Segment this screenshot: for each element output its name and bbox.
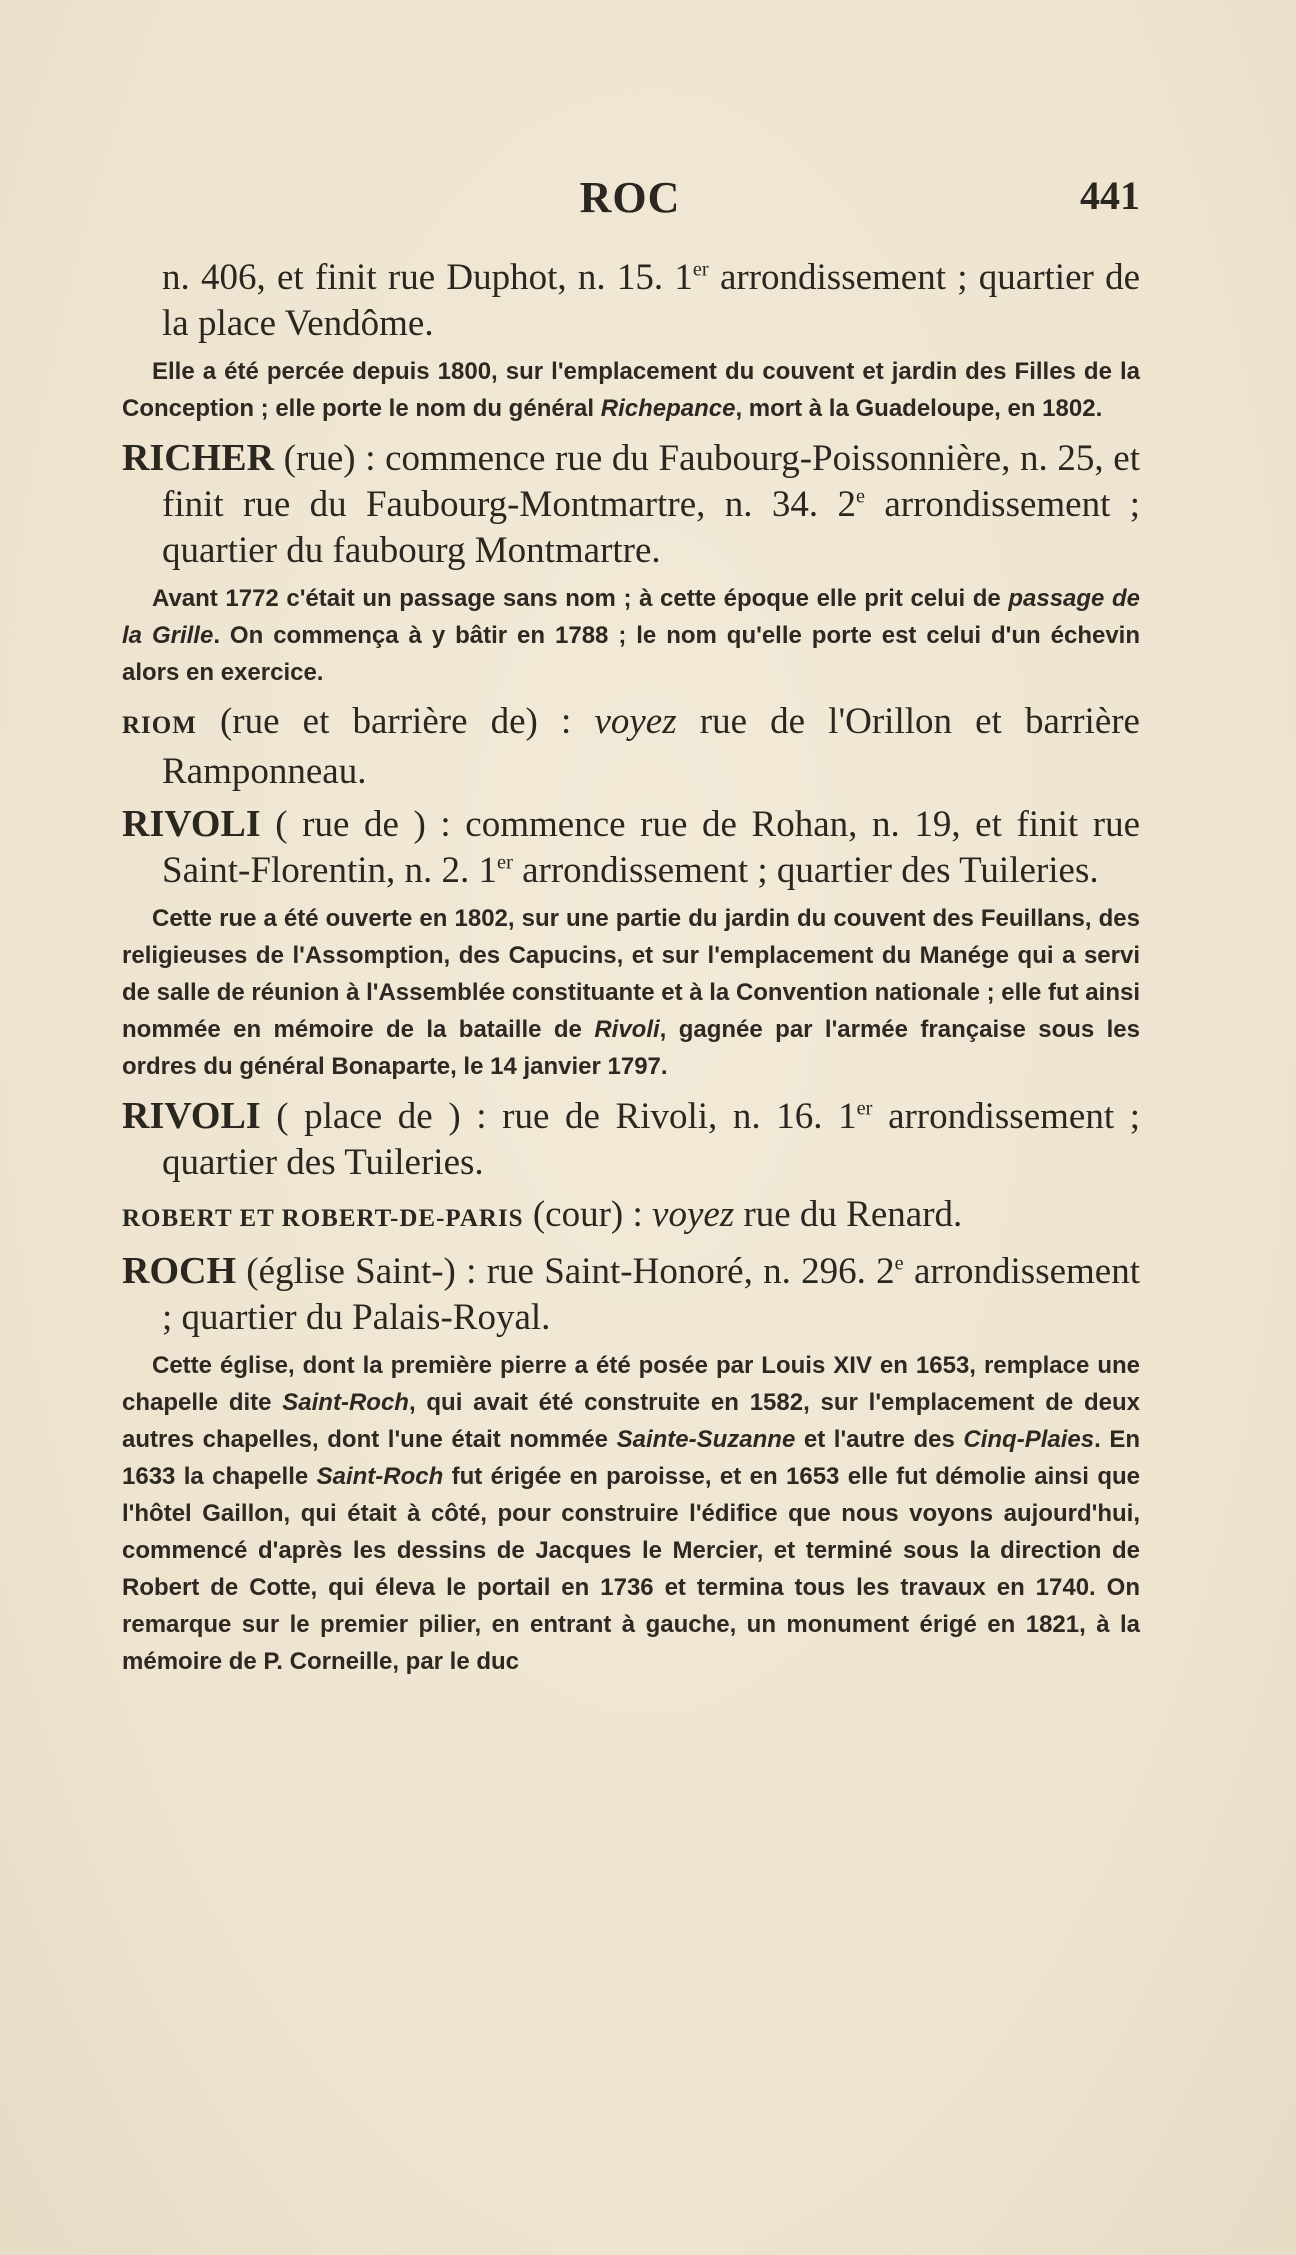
ordinal-suffix: er	[497, 851, 513, 874]
entry-text: arrondissement ; quartier de la place Vendôme.	[162, 257, 1141, 344]
note-italic: passage de la Grille	[122, 585, 1141, 649]
note-italic: Saint-Roch	[282, 1389, 409, 1416]
note-text: et l'autre des	[795, 1426, 964, 1453]
entry-note	[122, 1347, 1140, 1680]
note-text: . On commença à y bâtir en 1788 ; le nom qu'elle porte est celui d'un échevin alors en exercice.	[122, 622, 1140, 686]
entry-text: arrondissement ; quartier du faubourg Montmartre.	[162, 484, 1141, 571]
entry-headword: ROBERT ET ROBERT-DE-PARIS	[122, 1205, 524, 1232]
entry-text: rue du Renard.	[734, 1194, 963, 1235]
entry-headword: RICHER	[122, 437, 275, 479]
ordinal-suffix: e	[855, 485, 865, 508]
entry-text: arrondissement ; quartier du Palais-Royal.	[162, 1251, 1140, 1338]
entry-continuation	[122, 255, 1140, 347]
note-text: Cette rue a été ouverte en 1802, sur une partie du jardin du couvent des Feuillans, des religieuses de l'Assomption, des Capucins, et sur l'emplacement du Manége qui a servi de salle de réunion à l'Assemblée constituante et à la Convention nationale ; elle fut ainsi nommée en mémoire de la bataille de	[122, 905, 1140, 1043]
note-text: Cette église, dont la première pierre a été posée par Louis XIV en 1653, remplace une chapelle dite	[122, 1352, 1140, 1416]
note-text: fut érigée en paroisse, et en 1653 elle fut démolie ainsi que l'hôtel Gaillon, qui était à côté, pour construire l'édifice que nous voyons aujourd'hui, commencé d'après les dessins de Jacques le Mercier, et terminé sous la direction de Robert de Cotte, qui éleva le portail en 1736 et termina tous les travaux en 1740. On remarque sur le premier pilier, en entrant à gauche, un monument érigé en 1821, à la mémoire de P. Corneille, par le duc	[122, 1463, 1140, 1675]
entry-italic: voyez	[652, 1194, 735, 1235]
entry-text: arrondissement ; quartier des Tuileries.	[512, 850, 1099, 891]
entry-headword: RIVOLI	[122, 1095, 261, 1137]
note-italic: Richepance	[600, 395, 736, 422]
entry-text: (cour) :	[523, 1194, 653, 1235]
entry-note	[122, 580, 1140, 691]
entry-rivoli-place	[122, 1093, 1140, 1186]
entry-text: ( rue de ) : commence rue de Rohan, n. 19, et finit rue Saint-Florentin, n. 2. 1	[162, 804, 1140, 891]
note-italic: Saint-Roch	[316, 1463, 444, 1490]
note-text: Elle a été percée depuis 1800, sur l'emplacement du couvent et jardin des Filles de la Conception ; elle porte le nom du général	[122, 358, 1140, 422]
entry-headword: ROCH	[122, 1250, 236, 1292]
note-italic: Cinq-Plaies	[963, 1426, 1095, 1453]
entry-text: (église Saint-) : rue Saint-Honoré, n. 296. 2	[236, 1251, 895, 1292]
note-text: . En 1633 la chapelle	[122, 1426, 1140, 1490]
entry-italic: voyez	[594, 701, 677, 742]
entry-text: rue de l'Orillon et barrière Ramponneau.	[162, 701, 1140, 792]
entry-robert	[122, 1192, 1140, 1242]
entry-note	[122, 900, 1140, 1085]
page-number: 441	[1080, 173, 1140, 218]
page-content	[122, 255, 1140, 1688]
entry-headword: RIOM	[122, 712, 197, 739]
note-text: Avant 1772 c'était un passage sans nom ; à cette époque elle prit celui de	[152, 585, 1009, 612]
note-text: , mort à la Guadeloupe, en 1802.	[735, 395, 1103, 422]
ordinal-suffix: er	[856, 1097, 873, 1120]
entry-text: (rue) : commence rue du Faubourg-Poissonnière, n. 25, et finit rue du Faubourg-Montmartre, n. 34. 2	[162, 438, 1140, 525]
entry-rivoli-rue	[122, 801, 1140, 894]
entry-headword: RIVOLI	[122, 803, 261, 845]
note-text: , gagnée par l'armée française sous les ordres du général Bonaparte, le 14 janvier 1797.	[122, 1016, 1140, 1080]
entry-text: arrondissement ; quartier des Tuileries.	[162, 1096, 1140, 1183]
note-text: , qui avait été construite en 1582, sur l'emplacement de deux autres chapelles, dont l'une était nommée	[122, 1389, 1140, 1453]
entry-note	[122, 353, 1140, 427]
entry-richer	[122, 435, 1140, 574]
note-italic: Sainte-Suzanne	[616, 1426, 796, 1453]
ordinal-suffix: e	[894, 1252, 904, 1275]
entry-text: n. 406, et finit rue Duphot, n. 15. 1	[162, 257, 693, 298]
entry-roch	[122, 1248, 1140, 1341]
entry-riom	[122, 699, 1140, 795]
note-italic: Rivoli	[594, 1016, 660, 1043]
ordinal-suffix: er	[692, 258, 709, 281]
page-header	[120, 172, 1140, 232]
entry-text: ( place de ) : rue de Rivoli, n. 16. 1	[260, 1096, 857, 1137]
running-head: ROC	[579, 173, 681, 222]
entry-text: (rue et barrière de) :	[196, 701, 595, 742]
